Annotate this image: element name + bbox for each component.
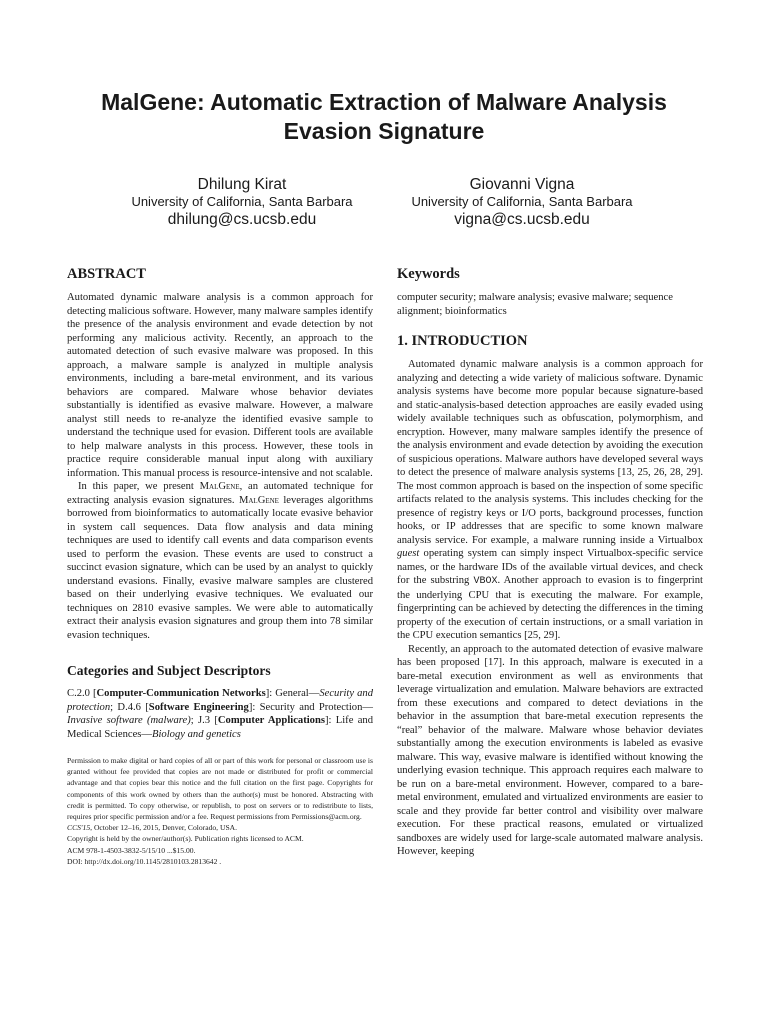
conference-name: CCS'15 bbox=[67, 823, 91, 833]
author-block-1 bbox=[82, 175, 402, 229]
copyright-line: Copyright is held by the owner/author(s). Publication rights licensed to ACM. bbox=[67, 834, 304, 844]
title-line-2: Evasion Signature bbox=[283, 118, 485, 144]
permission-text: Permission to make digital or hard copies of all or part of this work for personal or classroom use is granted without fee provided that copies are not made or distributed for profit or commercial advantage and that copies bear this notice and the full citation on the first page. Copyrights for components of this work owned by others than the author(s) must be honored. Abstracting with credit is permitted. To copy otherwise, or republish, to post on servers or to redistribute to lists, requires prior specific permission and/or a fee. Request permissions from Permissions@acm.org. bbox=[67, 756, 373, 822]
left-column bbox=[67, 265, 373, 867]
author-email: dhilung@cs.ucsb.edu bbox=[167, 211, 317, 228]
title-line-1: MalGene: Automatic Extraction of Malware Analysis bbox=[101, 89, 667, 115]
malgene-name: MalGene bbox=[199, 481, 240, 492]
cat-text: C.2.0 [ bbox=[67, 688, 97, 699]
author-block-2 bbox=[362, 175, 682, 229]
keywords-heading: Keywords bbox=[397, 266, 460, 282]
cat-text: ]: Security and Protection— bbox=[248, 701, 373, 713]
abstract-text: , an automated technique for extracting analysis evasion signatures. bbox=[67, 481, 373, 506]
acm-line: ACM 978-1-4503-3832-5/15/10 ...$15.00. bbox=[67, 845, 196, 855]
paper-title bbox=[40, 88, 728, 146]
malgene-name: MalGene bbox=[238, 494, 279, 506]
intro-emphasis: guest bbox=[397, 548, 420, 559]
categories-text bbox=[67, 687, 373, 741]
abstract-heading: ABSTRACT bbox=[67, 266, 146, 282]
conference-line bbox=[67, 822, 373, 833]
author-affiliation: University of California, Santa Barbara bbox=[131, 194, 353, 209]
author-email: vigna@cs.ucsb.edu bbox=[454, 211, 590, 228]
cat-subterm: Security and protection bbox=[67, 688, 373, 713]
author-affiliation: University of California, Santa Barbara bbox=[411, 194, 633, 209]
author-name: Giovanni Vigna bbox=[469, 176, 575, 193]
intro-text: Automated dynamic malware analysis is a common approach for analyzing and detecting a wide variety of malicious software. Dynamic analysis systems have become more popular because signature-based and static-analysis-based detection approaches are easily evaded using widely available techniques such as obfuscation, polymorphism, and encryption. However, many malware samples identify the presence of the analysis environment and evade detection by avoiding the execution of suspicious operations. Malware authors have developed several ways to detect the presence of malware analysis systems [13, 25, 26, 28, 29]. The most common approach is based on the inspection of some specific artifacts related to the analysis systems. This includes checking for the presence of registry keys or I/O ports, background processes, function hooks, or IP addresses that are specific to some known malware analysis service. For example, a malware running inside a Virtualbox bbox=[397, 359, 703, 546]
conference-details: , October 12–16, 2015, Denver, Colorado, USA. bbox=[90, 823, 238, 833]
introduction-heading: 1. INTRODUCTION bbox=[397, 333, 528, 349]
cat-term: Computer Applications bbox=[217, 715, 325, 726]
cat-text: ; D.4.6 [ bbox=[110, 701, 149, 713]
cat-subterm: Biology and genetics bbox=[152, 728, 241, 740]
categories-heading: Categories and Subject Descriptors bbox=[67, 663, 271, 678]
author-name: Dhilung Kirat bbox=[197, 176, 287, 193]
cat-term: Computer-Communication Networks bbox=[96, 688, 266, 699]
abstract-paragraph-1: Automated dynamic malware analysis is a common approach for detecting malicious software. However, many malware samples identify the presence of the analysis environment and evade detection by not performing any malicious activity. Recently, an approach to the automated detection of such evasive malware was proposed. In this approach, a malware sample is analyzed in multiple analysis environments, including a bare-metal environment, and its various behaviors are compared. Malware whose behavior deviates substantially is identified as evasive malware. However, a malware analyst still needs to re-analyze the identified evasive sample to understand the technique used for evasion. Different tools are available to help malware analysts in this process. However, these tools in practice require considerable manual input along with auxiliary information. This manual process is resource-intensive and not scalable. bbox=[67, 292, 373, 479]
keywords-text: computer security; malware analysis; evasive malware; sequence alignment; bioinformatics bbox=[397, 292, 673, 317]
intro-text: . Another approach to evasion is to fingerprint the underlying CPU that is executing the malware. For example, fingerprinting can be achieved by detecting the differences in the timing property of the execution of certain instructions, or a small variation in the CPU execution semantics [25, 29]. bbox=[397, 575, 703, 641]
cat-subterm: Invasive software (malware) bbox=[67, 715, 191, 726]
cat-term: Software Engineering bbox=[148, 701, 249, 713]
introduction-paragraph-2: Recently, an approach to the automated detection of evasive malware has been proposed [17]. In this approach, malware is executed in a bare-metal execution environment as well as environments that leverage virtualization and emulation. Malware behaviors are extracted from these executions and compared to detect deviations in the behavior in the assumption that bare-metal execution represents the “real” behavior of the malware. Malware whose behavior deviates substantially among the execution environments is labeled as evasive malware. This way, evasive malware is identified without knowing the underlying evasion technique. This approach requires each malware to be run on a bare-metal environment. However, compared to a bare-metal environment, emulated and virtualized environments are easier to scale and they provide far better control and visibility over malware execution. For these practical reasons, emulated or virtualized sandboxes are widely used for large-scale automated malware analysis. However, keeping bbox=[397, 643, 703, 857]
introduction-paragraph-1 bbox=[397, 358, 703, 643]
right-column bbox=[397, 265, 703, 859]
doi-line: DOI: http://dx.doi.org/10.1145/2810103.2813642 . bbox=[67, 856, 222, 866]
intro-text: operating system can simply inspect Virtualbox-specific service names, or the hardware IDs of the available virtual devices, and check for the substring bbox=[397, 548, 703, 586]
abstract-text: leverages algorithms borrowed from bioinformatics to automatically locate evasive behavior in system call sequences. Data flow analysis and data mining techniques are used to identify call events and data comparison events used to perform the evasion. These events are used to construct a succinct evasion signature, which can be used by an analyst to quickly understand evasions. Finally, evasive malware samples are clustered based on their underlying evasive techniques. We evaluated our techniques on 2810 evasive samples. We were able to automatically extract their analysis evasion signatures and group them into 78 similar evasion techniques. bbox=[67, 494, 374, 641]
cat-text: ; J.3 [ bbox=[190, 715, 218, 726]
cat-text: ]: Life and Medical Sciences— bbox=[67, 715, 373, 740]
abstract-paragraph-2 bbox=[67, 480, 373, 642]
intro-code: VBOX bbox=[473, 576, 498, 587]
permission-notice bbox=[67, 755, 373, 867]
abstract-text: In this paper, we present bbox=[78, 481, 200, 492]
cat-text: ]: General— bbox=[265, 688, 320, 699]
